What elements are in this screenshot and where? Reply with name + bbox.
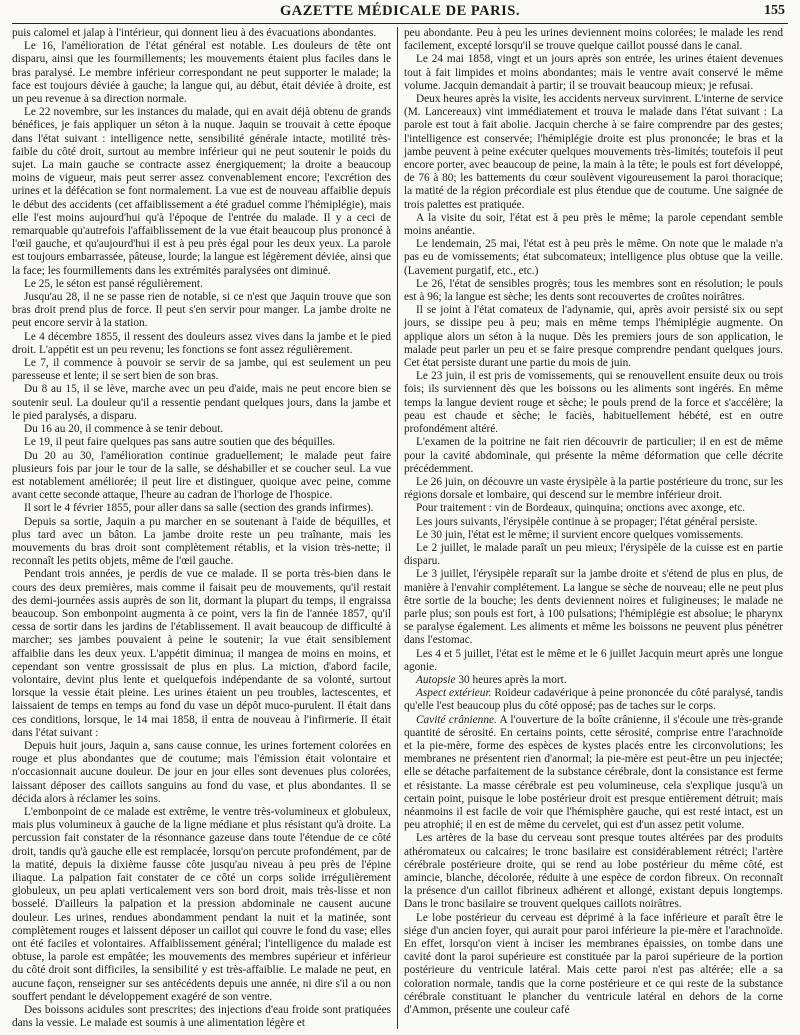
- paragraph: Le 30 juin, l'état est le même; il survient encore quelques vomissements.: [416, 528, 744, 541]
- paragraph: Le 26 juin, on découvre un vaste érysipèle à la partie postérieure du tronc, sur les régions dorsale et lombaire, qui descend sur le membre inférieur droit.: [404, 475, 783, 502]
- paragraph: Depuis huit jours, Jaquin a, sans cause connue, les urines fortement colorées en rouge et plus abondantes que de coutume; mais l'émission était volontaire et n'occasionnait aucune douleur. De jour en jour elles sont devenues plus colorées, laissant déposer des caillots sanguins au fond du vase, et plus abondantes. Il se décida alors à réclamer les soins.: [12, 739, 391, 805]
- paragraph: Le 3 juillet, l'érysipèle reparaît sur la jambe droite et s'étend de plus en plus, de manière à l'envahir complétement. La langue se sèche de nouveau; elle ne peut plus être sortie de la bouche; les dents deviennent noires et fuligineuses; le malade ne parle plus; son pouls est fort, à 100 pulsations; l'hémiplégie est absolue; le pharynx se paralyse également. Les aliments et même les boissons ne peuvent plus pénétrer dans l'estomac.: [404, 568, 783, 647]
- right-column: [404, 27, 783, 1017]
- section-heading: Aspect extérieur.: [416, 687, 492, 700]
- paragraph: Pendant trois années, je perdis de vue ce malade. Il se porta très-bien dans le cours des deux premières, mais comme il faisait peu de mouvements, qu'il restait des demi-journées assis auprès de son lit, dormant la plupart du temps, il engraissa beaucoup. Son embonpoint augmenta à ce point, vers la fin de l'année 1857, qu'il cessa de sortir dans les jardins de l'établissement. Il avait beaucoup de difficulté à marcher; ses jambes pouvaient à peine le soutenir; la vue était sensiblement affaiblie dans les deux yeux. L'appétit diminua; il mangea de moins en moins, et cependant son ventre grossissait de plus en plus. La miction, d'abord facile, volontaire, devint plus lente et quelquefois indépendante de sa volonté, surtout lorsque la vessie était pleine. Les urines étaient un peu troubles, lactescentes, et laissaient de temps en temps au fond du vase un dépôt muco-purulent. Il était dans ces conditions, lorsque, le 14 mai 1858, il entra de nouveau à l'infirmerie. Il était dans l'état suivant :: [12, 568, 391, 739]
- left-column: [12, 27, 391, 1030]
- paragraph: Le 23 juin, il est pris de vomissements, qui se renouvellent ensuite deux ou trois fois; ils surviennent dès que les boissons ou les aliments sont ingérés. En même temps la langue devient rouge et sèche; le pouls prend de la force et s'accélère; la peau est chaude et sèche; le faciès, habituellement hébété, est en outre profondément altéré.: [404, 370, 783, 436]
- paragraph: Le 16, l'amélioration de l'état général est notable. Les douleurs de tête ont disparu, ainsi que les fourmillements; les mouvements étaient plus faciles dans le bras paralysé. Le membre inférieur correspondant ne peut supporter le malade; la face est toujours déviée à gauche; la langue qui, au début, était déviée à droite, est un peu revenue à sa direction normale.: [12, 40, 391, 106]
- paragraph: Le 4 décembre 1855, il ressent des douleurs assez vives dans la jambe et le pied droit. L'appétit est un peu revenu; les fonctions se font assez régulièrement.: [12, 330, 391, 356]
- autopsy-paragraph: [404, 674, 783, 687]
- paragraph-text: A l'ouverture de la boîte crânienne, il s'écoule une très-grande quantité de sérosité. En certains points, cette sérosité, comprise entre l'arachnoïde et la pie-mère, forme des espèces de kystes placés entre les circonvolutions; les membranes ne présentent rien d'anormal; la pie-mère est peut-être un peu injectée; elle se détache parfaitement de la substance cérébrale, dont la consistance est ferme et résistante. La masse cérébrale est peu volumineuse, cela s'explique jusqu'à un certain point, puisque le lobe postérieur droit est presque entièrement détruit; mais néanmoins il est facile de voir que l'hémisphère gauche, qui est resté intact, est un peu atrophié; il en est de même du cervelet, qui est d'un assez petit volume.: [404, 713, 783, 832]
- paragraph: Le 22 novembre, sur les instances du malade, qui en avait déjà obtenu de grands bénéfices, je fais appliquer un séton à la nuque. Jaquin se trouvait à cette époque dans l'état suivant : intelligence nette, sensibilité générale intacte, motilité très-faible du côté droit, surtout au membre inférieur qui ne peut soutenir le poids du sujet. La main gauche se contracte assez énergiquement; la droite a beaucoup moins de vigueur, mais peut serrer assez convenablement encore; l'excrétion des urines et la défécation se font normalement. La vue est de nouveau affaiblie depuis le début des accidents (cet affaiblissement a été graduel comme l'hémiplégie), mais elle l'est moins aujourd'hui qu'à l'époque de l'entrée du malade. Il y a ceci de remarquable qu'autrefois l'affaiblissement de la vue était beaucoup plus prononcé à l'œil gauche, et qu'aujourd'hui il est à peu près égal pour les deux yeux. La parole est toujours embarrassée, pâteuse, lourde; la langue est légèrement déviée, ainsi que la face; les fourmillements dans les extrémités paralysées ont diminué.: [12, 106, 391, 277]
- page-header: [12, 2, 788, 22]
- journal-title: GAZETTE MÉDICALE DE PARIS.: [280, 3, 520, 19]
- autopsy-paragraph: [404, 832, 783, 911]
- section-heading: Autopsie: [416, 673, 456, 686]
- autopsy-paragraph: [404, 687, 783, 713]
- paragraph: Jusqu'au 28, il ne se passe rien de notable, si ce n'est que Jaquin trouve que son bras droit prend plus de force. Il peut s'en servir pour manger. La jambe droite ne peut encore servir à la station.: [12, 291, 391, 330]
- paragraph: Le 19, il peut faire quelques pas sans autre soutien que des béquilles.: [24, 436, 336, 449]
- paragraph: L'examen de la poitrine ne fait rien découvrir de particulier; il en est de même pour la cavité abdominale, qui présente la même déformation que celle décrite précédemment.: [404, 436, 783, 475]
- paragraph-text: Les artères de la base du cerveau sont presque toutes altérées par des produits athéromateux ou calcaires; le tronc basilaire est considérablement rétréci; l'artère cérébrale postérieure droite, qui se rend au lobe postérieur du même côté, est amincie, blanche, décolorée, réduite à une espèce de cordon fibreux. On reconnaît la présence d'un caillot fibrineux adhérent et allongé, existant depuis longtemps. Dans le tronc basilaire se trouvent quelques caillots noirâtres.: [404, 832, 783, 911]
- paragraph: Le lendemain, 25 mai, l'état est à peu près le même. On note que le malade n'a pas eu de vomissements; état subcomateux; intelligence plus obtuse que la veille. (Lavement purgatif, etc., etc.): [404, 238, 783, 277]
- paragraph: Le 25, le séton est pansé régulièrement.: [24, 277, 203, 290]
- paragraph: Le 26, l'état de sensibles progrès; tous les membres sont en résolution; le pouls est à 96; la langue est sèche; les dents sont recouvertes de croûtes noirâtres.: [404, 277, 783, 304]
- paragraph-text: 30 heures après la mort.: [455, 673, 567, 686]
- column-divider: [397, 27, 398, 1029]
- paragraph: Deux heures après la visite, les accidents nerveux survinrent. L'interne de service (M. Lancereaux) vint immédiatement et trouva le malade dans l'état suivant : La parole est tout à fait abolie. Jacquin cherche à se faire comprendre par des gestes; l'intelligence est conservée; l'hémiplégie droite est plus prononcée; le bras et la jambe peuvent à peine exécuter quelques mouvements très-limités; toutefois il peut encore porter, avec beaucoup de peine, la main à la tête; le pouls est fort développé, de 76 à 80; les battements du cœur soulèvent vigoureusement la paroi thoracique; la matité de la région précordiale est plus étendue que de coutume. Une saignée de trois palettes est pratiquée.: [404, 93, 783, 211]
- paragraph: Du 16 au 20, il commence à se tenir debout.: [24, 423, 224, 436]
- paragraph: A la visite du soir, l'état est à peu près le même; la parole cependant semble moins anéantie.: [404, 211, 783, 238]
- page-number: 155: [764, 3, 785, 18]
- paragraph: Il se joint à l'état comateux de l'adynamie, qui, après avoir persisté six ou sept jours, se dissipe peu à peu; mais en même temps l'hémiplégie augmente. On applique alors un séton à la nuque. Dès les premiers jours de son application, le malade peut parler un peu et se faire presque comprendre pendant quelques jours. Cet état persiste durant une partie du mois de juin.: [404, 304, 783, 370]
- paragraph: Les 4 et 5 juillet, l'état est le même et le 6 juillet Jacquin meurt après une longue agonie.: [404, 647, 783, 673]
- paragraph: Des boissons acidules sont prescrites; des injections d'eau froide sont pratiquées dans la vessie. Le malade est soumis à une alimentation légère et: [12, 1004, 391, 1030]
- paragraph-text: Le lobe postérieur du cerveau est déprimé à la face inférieure et paraît être le siége d'un ancien foyer, qui aurait pour paroi inférieure la pie-mère et l'arachnoïde. En effet, lorsqu'on vient à inciser les membranes épaissies, on tombe dans une cavité dont la paroi supérieure est constituée par la paroi supérieure de la portion postérieure du ventricule latéral. Mais cette paroi n'est pas altérée; elle a sa coloration normale, tandis que la corne postérieure et ce qui reste de la substance cérébrale constituant le plancher du ventricule latéral en dehors de la corne d'Ammon, présente une couleur café: [404, 911, 783, 1017]
- paragraph: L'embonpoint de ce malade est extrême, le ventre très-volumineux et globuleux, mais plus volumineux à gauche de la ligne médiane et plus résistant qu'à droite. La percussion fait constater de la résonnance gazeuse dans toute l'étendue de ce côté droit, tandis qu'à gauche elle est remplacée, lorsqu'on percute profondément, par de la matité, depuis la dixième fausse côte jusqu'au niveau à peu près de l'épine iliaque. La palpation fait constater de ce côté un corps solide irrégulièrement globuleux, un peu aplati verticalement vers son bord droit, mais très-lisse et non bosselé. D'ailleurs la palpation et la pression abdominale ne causent aucune douleur. Les urines, rendues abondamment pendant la nuit et la matinée, sont complètement rouges et laissent déposer un caillot qui couvre le fond du vase; elles ont été faciles et volontaires. Affaiblissement général; l'intelligence du malade est obtuse, la parole est empâtée; les mouvements des membres supérieur et inférieur du côté droit sont difficiles, la sensibilité y est très-affaiblie. Le malade ne peut, en aucune façon, renseigner sur ses antécédents depuis une année, ni dire s'il a ou non souffert pendant le développement exagéré de son ventre.: [12, 805, 391, 1003]
- paragraph: Le 2 juillet, le malade paraît un peu mieux; l'érysipèle de la cuisse est en partie disparu.: [404, 541, 783, 568]
- paragraph: puis calomel et jalap à l'intérieur, qui donnent lieu à des évacuations abondantes.: [12, 27, 377, 39]
- autopsy-paragraph: [404, 714, 783, 833]
- paragraph: Du 20 au 30, l'amélioration continue graduellement; le malade peut faire plusieurs fois par jour le tour de la salle, se déshabiller et se coucher seul. La vue est notablement améliorée; il peut lire et distinguer, quoique avec peine, comme avant cette seconde attaque, l'heure au cadran de l'horloge de l'hospice.: [12, 449, 391, 502]
- paragraph-text: Roideur cadavérique à peine prononcée du côté paralysé, tandis qu'elle l'est beaucoup plus du côté opposé; pas de taches sur le corps.: [404, 687, 783, 713]
- paragraph: Le 24 mai 1858, vingt et un jours après son entrée, les urines étaient devenues tout à fait limpides et moins abondantes; mais le ventre avait conservé le même volume. Jacquin demandait à partir; il se trouvait beaucoup mieux; je refusai.: [404, 53, 783, 92]
- paragraph: Le 7, il commence à pouvoir se servir de sa jambe, qui est seulement un peu paresseuse et lente; il se sert bien de son bras.: [12, 357, 391, 383]
- paragraph: Du 8 au 15, il se lève, marche avec un peu d'aide, mais ne peut encore bien se soutenir seul. La douleur qu'il a ressentie pendant quelques jours, dans la jambe et le pied paralysés, a disparu.: [12, 383, 391, 422]
- header-rule: [12, 23, 788, 24]
- paragraph: Depuis sa sortie, Jaquin a pu marcher en se soutenant à l'aide de béquilles, et plus tard avec un bâton. La jambe droite reste un peu traînante, mais les mouvements du bras droit sont complètement rétablis, et la vision très-nette; il reconnaît les petits objets, même de l'œil gauche.: [12, 515, 391, 568]
- section-heading: Cavité crânienne.: [416, 713, 497, 726]
- autopsy-paragraph: [404, 912, 783, 1018]
- paragraph: Les jours suivants, l'érysipèle continue à se propager; l'état général persiste.: [416, 515, 758, 528]
- paragraph: Pour traitement : vin de Bordeaux, quinquina; onctions avec axonge, etc.: [416, 502, 746, 515]
- paragraph: Il sort le 4 février 1855, pour aller dans sa salle (section des grands infirmes).: [24, 502, 374, 515]
- paragraph: peu abondante. Peu à peu les urines deviennent moins colorées; le malade les rend facilement, excepté lorsqu'il se trouve quelque caillot poussé dans le canal.: [404, 27, 783, 53]
